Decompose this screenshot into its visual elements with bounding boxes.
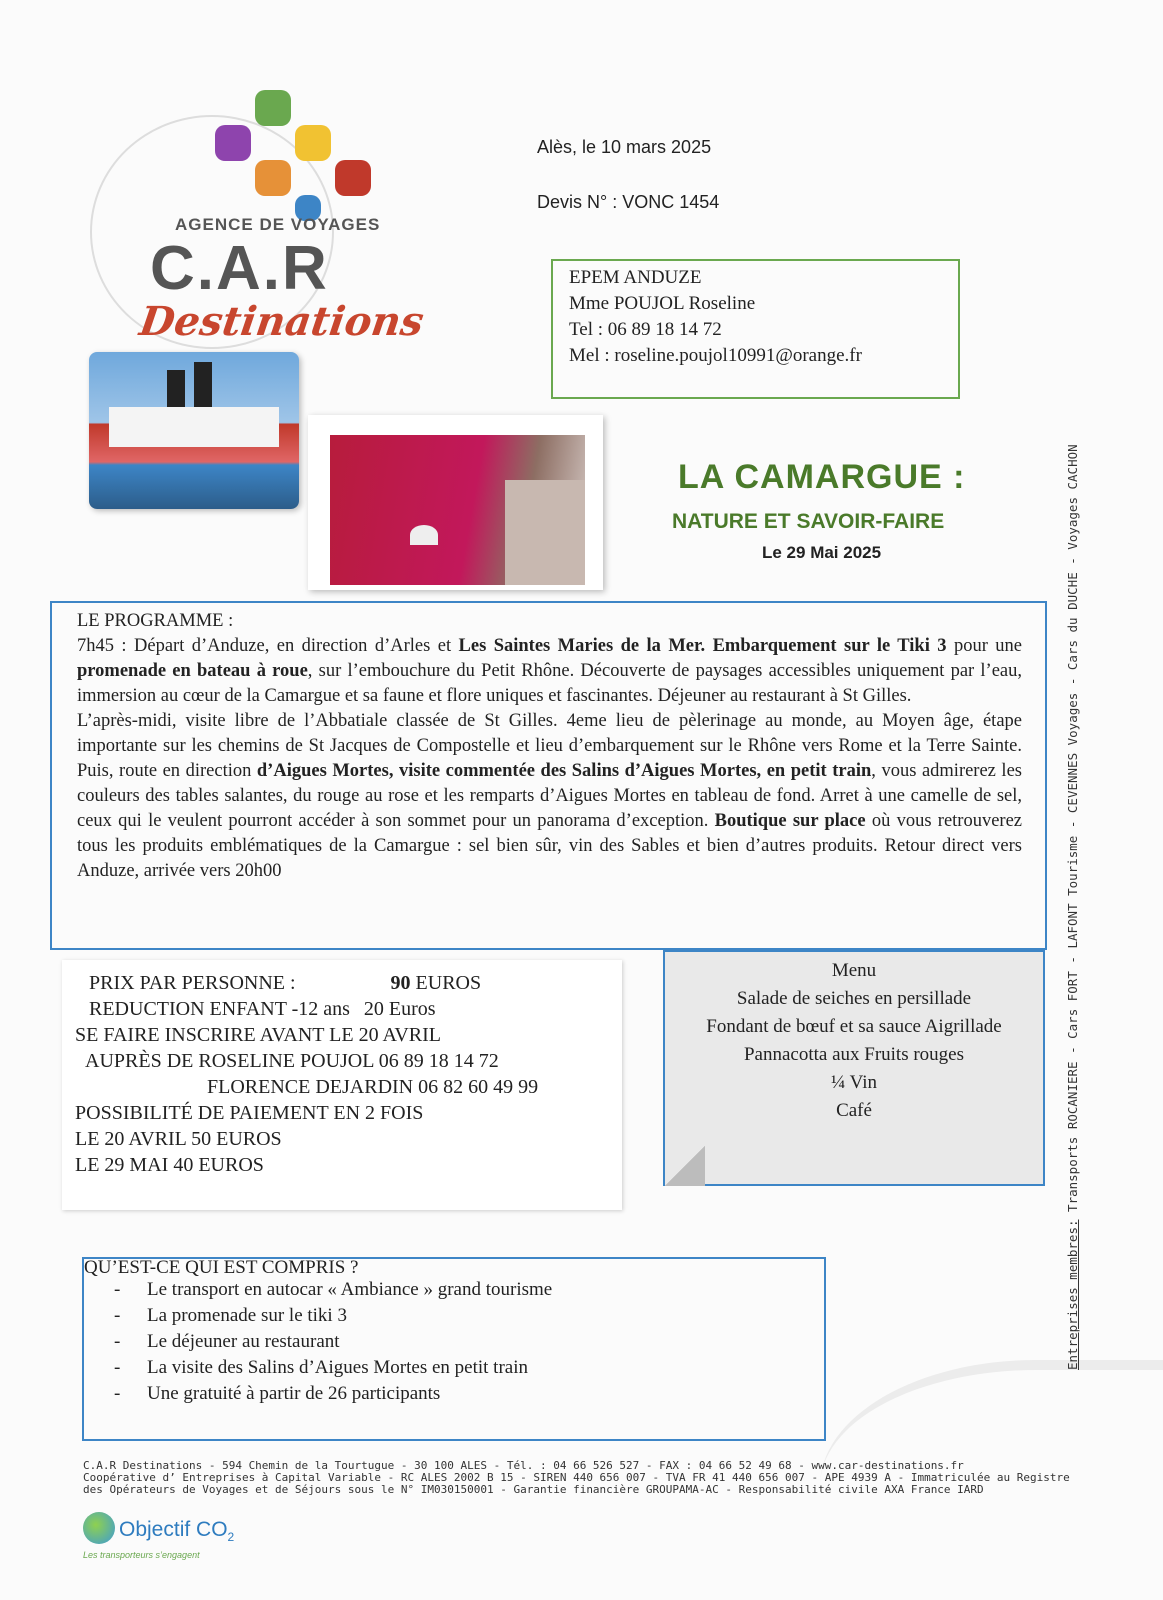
member-list: Transports ROCANIERE - Cars FORT - LAFONT Tourisme - CEVENNES Voyages - Cars du DUCHE - Voyages CACHON [1065, 444, 1080, 1220]
agency-logo [80, 85, 460, 355]
list-item: - La promenade sur le tiki 3 [114, 1305, 347, 1326]
member-companies-sidebar [1065, 444, 1080, 1370]
logo-square [335, 160, 371, 196]
payment-option: POSSIBILITÉ DE PAIEMENT EN 2 FOIS [75, 1102, 424, 1124]
list-item: - La visite des Salins d’Aigues Mortes en petit train [114, 1357, 528, 1378]
client-address-box [551, 259, 960, 399]
salt-pile [410, 525, 438, 545]
pricing-box [62, 960, 622, 1210]
included-box [82, 1257, 826, 1441]
dateline: Alès, le 10 mars 2025 [537, 137, 712, 157]
menu-item: Café [836, 1100, 872, 1121]
payment-2: LE 29 MAI 40 EUROS [75, 1154, 264, 1176]
objectif-name: Objectif $CO_2$ [119, 1518, 235, 1545]
contact-florence: FLORENCE DEJARDIN 06 82 60 49 99 [207, 1076, 539, 1098]
logo-square [255, 160, 291, 196]
list-item: - Le transport en autocar « Ambiance » grand tourisme [114, 1279, 553, 1300]
contact-roseline: AUPRÈS DE ROSELINE POUJOL 06 89 18 14 72 [85, 1050, 499, 1072]
salt-path [505, 480, 585, 585]
logo-script: Destinations [136, 298, 427, 345]
event-subtitle: NATURE ET SAVOIR-FAIRE [672, 510, 945, 533]
payment-1: LE 20 AVRIL 50 EUROS [75, 1128, 282, 1150]
member-label: Entreprises membres: [1065, 1219, 1080, 1370]
boat-deck [109, 407, 279, 447]
list-item: - Le déjeuner au restaurant [114, 1331, 340, 1352]
event-date: Le 29 Mai 2025 [762, 543, 882, 562]
logo-square [295, 125, 331, 161]
logo-square [215, 125, 251, 161]
client-org: EPEM ANDUZE [569, 267, 702, 288]
salt-marsh-image [330, 435, 585, 585]
objectif-co2-logo [83, 1512, 283, 1567]
leaf-icon [83, 1512, 115, 1544]
logo-square [255, 90, 291, 126]
logo-brand: C.A.R [150, 234, 329, 303]
programme-box [50, 601, 1047, 950]
salt-marsh-photo [308, 415, 603, 590]
menu-box [663, 950, 1045, 1186]
menu-item: Salade de seiches en persillade [736, 988, 972, 1009]
menu-item: Fondant de bœuf et sa sauce Aigrillade [706, 1016, 1002, 1037]
programme-heading: LE PROGRAMME : [77, 611, 234, 631]
programme-text [77, 609, 1022, 884]
price-per-person: PRIX PAR PERSONNE : 90 EUROS [89, 972, 482, 994]
page-curl-icon [665, 1146, 705, 1186]
programme-paragraph-afternoon: L’après-midi, visite libre de l’Abbatiale classée de St Gilles. 4eme lieu de pèlerinage au monde, au Moyen âge, étape importante sur les chemins de St Jacques de Compostelle et lieu d’embarquement sur le Rhône vers Rome et la Terre Sainte. Puis, route en direction d’Aigues Mortes, visite commentée des Salins d’Aigues Mortes, en petit train, vous admirerez les couleurs des tables salantes, du rouge au rose et les remparts d’Aigues Mortes en tableau de fond. Arret à une camelle de sel, ceux qui le veulent pourront accéder à son sommet pour un panorama d’exception. Boutique sur place où vous retrouverez tous les produits emblématiques de la Camargue : sel bien sûr, vin des Sables et bien d’autres produits. Retour direct vers Anduze, arrivée vers 20h00 [77, 711, 1023, 881]
objectif-tagline: Les transporteurs s’engagent [83, 1550, 200, 1560]
footer-line: Coopérative d’ Entreprises à Capital Variable - RC ALES 2002 B 15 - SIREN 440 656 007 - TVA FR 41 440 656 007 - APE 4939 A - Immatriculée au Registre [83, 1471, 1070, 1484]
event-title: LA CAMARGUE : [678, 458, 966, 496]
registration-deadline: SE FAIRE INSCRIRE AVANT LE 20 AVRIL [75, 1024, 441, 1046]
menu-title: Menu [831, 960, 877, 981]
menu-item: Pannacotta aux Fruits rouges [743, 1044, 965, 1065]
included-heading: QU’EST-CE QUI EST COMPRIS ? [84, 1257, 359, 1278]
client-name: Mme POUJOL Roseline [569, 293, 756, 314]
devis-number: Devis N° : VONC 1454 [537, 192, 720, 212]
client-tel: Tel : 06 89 18 14 72 [569, 319, 722, 340]
paddle-boat-photo [89, 352, 299, 509]
programme-paragraph-morning: 7h45 : Départ d’Anduze, en direction d’Arles et Les Saintes Maries de la Mer. Embarquement sur le Tiki 3 pour une promenade en bateau à roue, sur l’embouchure du Petit Rhône. Découverte de paysages accessibles uniquement par l’eau, immersion au cœur de la Camargue et sa faune et flore uniques et fascinantes. Déjeuner au restaurant à St Gilles. [77, 636, 1023, 706]
logo-tagline: AGENCE DE VOYAGES [175, 215, 381, 234]
child-reduction: REDUCTION ENFANT -12 ans 20 Euros [89, 998, 436, 1020]
client-email: Mel : roseline.poujol10991@orange.fr [569, 345, 862, 366]
list-item: - Une gratuité à partir de 26 participants [114, 1383, 441, 1404]
included-list [114, 1277, 552, 1407]
footer-line: C.A.R Destinations - 594 Chemin de la Tourtugue - 30 100 ALES - Tél. : 04 66 526 527 - FAX : 04 66 52 49 68 - www.car-destinations.fr [83, 1459, 964, 1472]
footer-line: des Opérateurs de Voyages et de Séjours sous le N° IM030150001 - Garantie financière GROUPAMA-AC - Responsabilité civile AXA France IARD [83, 1483, 984, 1496]
menu-item: ¼ Vin [830, 1072, 877, 1093]
